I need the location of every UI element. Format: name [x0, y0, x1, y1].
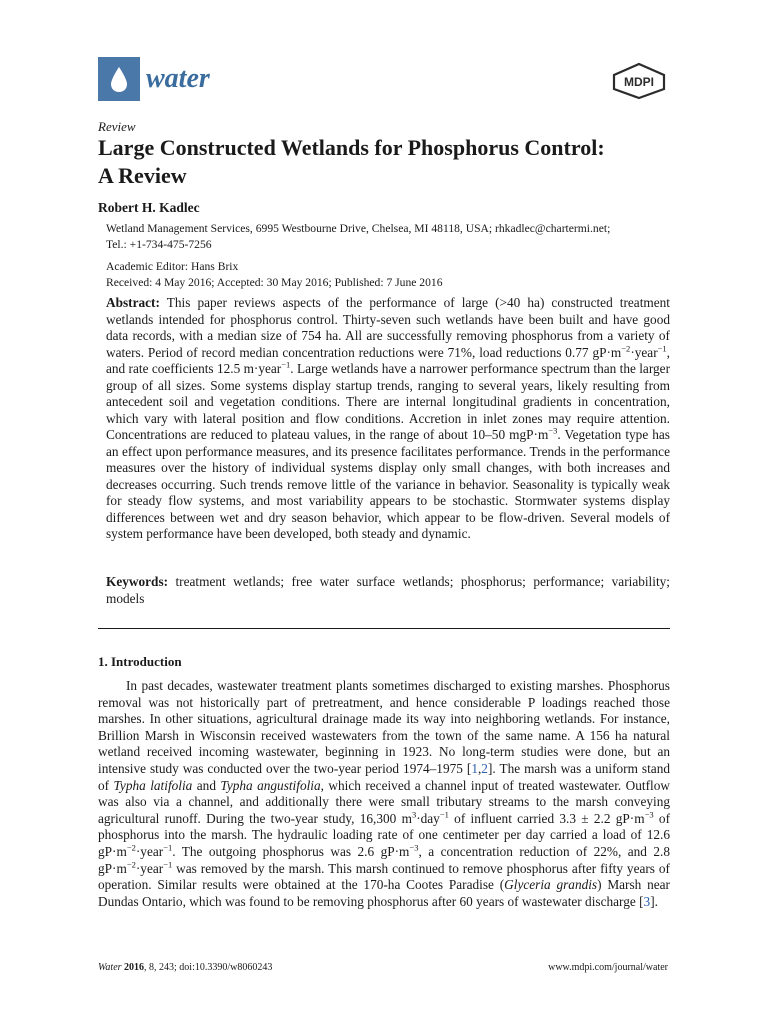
superscript: −1: [163, 859, 173, 870]
abstract-label: Abstract:: [106, 295, 160, 310]
body-text: , which received a channel input of treated wastewater. Outflow was also via a channel, and additionally there were small tributary streams to the marsh conveying agricultural runoff. During the two-year study, 16,300 m: [98, 777, 670, 826]
footer-volume: , 8, 243; doi:10.3390/w8060243: [144, 962, 273, 973]
affiliation-line-2: Tel.: +1-734-475-7256: [106, 238, 212, 251]
water-journal-logo: [98, 57, 140, 101]
body-text: was removed by the marsh. This marsh continued to remove phosphorus after fifty years of operation. Similar results were obtained at the 170-ha Cootes Paradise (: [98, 860, 670, 893]
body-text: of influent carried 3.3 ± 2.2 gP·m: [448, 810, 645, 826]
keywords-text: treatment wetlands; free water surface wetlands; phosphorus; performance; variability; models: [106, 574, 670, 606]
superscript: −2: [621, 343, 631, 354]
body-text: and: [192, 777, 221, 793]
superscript: −3: [644, 809, 654, 820]
superscript: −1: [657, 343, 667, 354]
abstract-text: , and rate coefficients 12.5 m·year: [106, 344, 670, 376]
publication-dates: Received: 4 May 2016; Accepted: 30 May 2016; Published: 7 June 2016: [106, 276, 443, 289]
citation-link[interactable]: 3: [643, 893, 651, 909]
title-line-1: Large Constructed Wetlands for Phosphorus Control:: [98, 135, 605, 160]
mdpi-logo-text: MDPI: [624, 75, 654, 89]
body-text: of phosphorus into the marsh. The hydraulic loading rate of one centimeter per day carried a load of 12.6 gP·m: [98, 810, 671, 859]
body-text: ) Marsh near Dundas Ontario, which was found to be removing phosphorus after 60 years of wastewater discharge [: [98, 877, 670, 909]
abstract-text: . Vegetation type has an effect upon performance measures, and its presence facilitates performance. Trends in the performance measures over the history of individual systems display only small changes, with both increases and decreases occurring. Such trends remove little of the variance in behavior. Seasonality is typically weak for steady flow systems, and most variability appears to be stochastic. Stormwater systems display differences between wet and dry season behavior, which appear to be flow-driven. Several models of system performance have been developed, both steady and dynamic.: [106, 427, 670, 541]
footer-year: 2016: [124, 962, 145, 973]
body-text: ,: [477, 760, 482, 776]
superscript: −2: [126, 842, 136, 853]
superscript: −1: [439, 809, 449, 820]
species-name: Typha angustifolia: [220, 777, 321, 793]
article-type: Review: [98, 119, 136, 134]
mdpi-logo-icon: [610, 62, 668, 100]
body-text: ].: [650, 893, 658, 909]
abstract: [106, 295, 670, 543]
footer-citation: [98, 962, 272, 973]
superscript: −2: [126, 859, 136, 870]
body-text: ]. The marsh was a uniform stand of: [98, 760, 670, 793]
keywords: [106, 574, 670, 607]
species-name: Glyceria grandis: [504, 877, 598, 893]
academic-editor: Academic Editor: Hans Brix: [106, 260, 239, 273]
abstract-text: . Large wetlands have a narrower performance spectrum than the larger group of all sizes. Some systems display startup trends, ranging to several years, likely resulting from antecedent soil and vegetation conditions. There are internal longitudinal gradients in concentration, which vary with lateral position and flow conditions. Accretion in inlet zones may require attention. Concentrations are reduced to plateau values, in the range of about 10–50 mgP·m: [106, 361, 671, 442]
superscript: −3: [548, 425, 558, 436]
superscript: −1: [281, 359, 291, 370]
species-name: Typha latifolia: [113, 777, 193, 793]
body-text: ·year: [135, 843, 164, 859]
body-text: ·year: [135, 860, 164, 876]
author-name: Robert H. Kadlec: [98, 200, 200, 215]
section-divider: [98, 628, 670, 629]
superscript: −3: [409, 842, 419, 853]
body-text: ·day: [416, 810, 440, 826]
superscript: −1: [163, 842, 173, 853]
section-heading: 1. Introduction: [98, 654, 182, 669]
citation-link[interactable]: 1: [471, 760, 478, 776]
body-text: In past decades, wastewater treatment plants sometimes discharged to existing marshes. Phosphorus removal was not historically part of pretreatment, and hence considerable P loadings reached those marshes. In other situations, agricultural drainage made its way into neighboring wetlands. For instance, Brillion Marsh in Wisconsin received wastewaters from the town of the same name. A 156 ha natural wetland received incoming wastewater, beginning in 1923. No long-term studies were done, but an intensive study was conducted over the two-year period 1974–1975 [: [98, 678, 670, 776]
body-text: , a concentration reduction of 22%, and 2.8 gP·m: [98, 843, 670, 876]
water-drop-icon: [98, 57, 140, 101]
abstract-text: This paper reviews aspects of the performance of large (>40 ha) constructed treatment wetlands intended for phosphorus control. Thirty-seven such wetlands have been built and have good data records, with a median size of 754 ha. All are successfully removing phosphorus from a variety of waters. Period of record median concentration reductions were 71%, load reductions 0.77 gP·m: [106, 295, 670, 360]
footer-journal: Water: [98, 962, 122, 973]
abstract-text: ·year: [630, 344, 658, 360]
introduction-paragraph: [98, 678, 670, 910]
article-title: [98, 134, 698, 190]
superscript: 3: [411, 809, 417, 820]
keywords-label: Keywords:: [106, 574, 169, 589]
body-text: . The outgoing phosphorus was 2.6 gP·m: [172, 843, 410, 859]
title-line-2: A Review: [98, 163, 187, 188]
citation-link[interactable]: 2: [481, 760, 488, 776]
footer-url[interactable]: www.mdpi.com/journal/water: [548, 962, 668, 973]
journal-name: water: [146, 63, 210, 94]
affiliation-line-1: Wetland Management Services, 6995 Westbourne Drive, Chelsea, MI 48118, USA; rhkadlec@chartermi.net;: [106, 222, 611, 235]
